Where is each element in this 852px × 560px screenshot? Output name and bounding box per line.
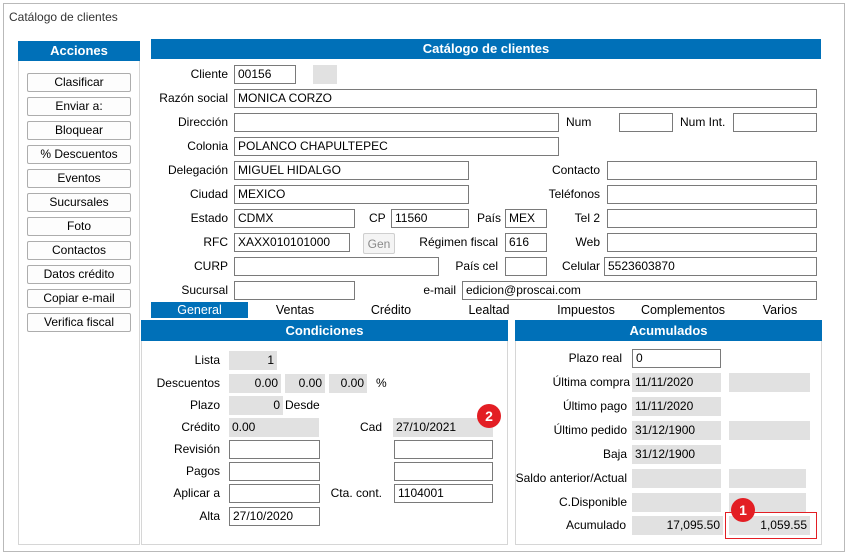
tab-impuestos[interactable]: Impuestos — [557, 303, 615, 317]
rfc-input[interactable]: XAXX010101000 — [234, 233, 350, 252]
bloquear-button[interactable]: Bloquear — [27, 121, 131, 140]
tab-credito[interactable]: Crédito — [370, 303, 412, 317]
tab-ventas[interactable]: Ventas — [275, 303, 315, 317]
revision-input[interactable] — [229, 440, 320, 459]
ultimo-pedido-value: 31/12/1900 — [632, 421, 721, 440]
num-input[interactable] — [619, 113, 673, 132]
catalog-header: Catálogo de clientes — [151, 39, 821, 59]
telefonos-label: Teléfonos — [548, 187, 600, 201]
colonia-label: Colonia — [187, 139, 228, 153]
actions-header: Acciones — [18, 41, 140, 61]
delegacion-label: Delegación — [167, 163, 228, 177]
saldo-anterior-value — [632, 469, 721, 488]
acumulado-label: Acumulado — [565, 518, 626, 532]
sucursales-button[interactable]: Sucursales — [27, 193, 131, 212]
contacto-label: Contacto — [551, 163, 600, 177]
web-input[interactable] — [607, 233, 817, 252]
sucursal-input[interactable] — [234, 281, 355, 300]
descuento-1-value: 0.00 — [229, 374, 281, 393]
pagos-label: Pagos — [185, 464, 220, 478]
cad-label: Cad — [359, 420, 382, 434]
cta-cont-label: Cta. cont. — [330, 486, 382, 500]
enviar-a-button[interactable]: Enviar a: — [27, 97, 131, 116]
tab-complementos[interactable]: Complementos — [640, 303, 726, 317]
contactos-button[interactable]: Contactos — [27, 241, 131, 260]
descuento-2-value: 0.00 — [285, 374, 325, 393]
saldo-anterior-label: Saldo anterior/Actual — [515, 471, 627, 485]
ultimo-pedido-label: Último pedido — [553, 423, 627, 437]
cp-input[interactable]: 11560 — [391, 209, 469, 228]
plazo-real-label: Plazo real — [568, 351, 622, 365]
ciudad-input[interactable]: MEXICO — [234, 185, 469, 204]
descuentos-button[interactable]: % Descuentos — [27, 145, 131, 164]
plazo-desde-label: Desde — [285, 398, 320, 412]
alta-label: Alta — [199, 509, 220, 523]
sucursal-label: Sucursal — [181, 283, 228, 297]
gen-button[interactable]: Gen — [363, 233, 395, 254]
num-int-input[interactable] — [733, 113, 817, 132]
annotation-badge-2: 2 — [477, 404, 501, 428]
ultimo-pedido-extra — [729, 421, 810, 440]
regimen-input[interactable]: 616 — [505, 233, 547, 252]
estado-label: Estado — [190, 211, 228, 225]
baja-label: Baja — [602, 447, 627, 461]
num-label: Num — [566, 115, 592, 129]
cta-cont-input[interactable]: 1104001 — [394, 484, 493, 503]
revision-extra-input[interactable] — [394, 440, 493, 459]
estado-input[interactable]: CDMX — [234, 209, 355, 228]
c-disponible-value — [632, 493, 721, 512]
pais-label: País — [477, 211, 502, 225]
cliente-indicator — [313, 65, 337, 84]
celular-input[interactable]: 5523603870 — [604, 257, 817, 276]
cad-value: 27/10/2021 — [393, 418, 493, 437]
email-input[interactable]: edicion@proscai.com — [462, 281, 817, 300]
ultimo-pago-value: 11/11/2020 — [632, 397, 721, 416]
plazo-value: 0 — [229, 396, 283, 415]
plazo-label: Plazo — [189, 398, 220, 412]
revision-label: Revisión — [173, 442, 220, 456]
email-label: e-mail — [423, 283, 456, 297]
acumulado-value-2: 1,059.55 — [729, 516, 810, 535]
cp-label: CP — [369, 211, 386, 225]
alta-input[interactable]: 27/10/2020 — [229, 507, 320, 526]
verifica-fiscal-button[interactable]: Verifica fiscal — [27, 313, 131, 332]
rfc-label: RFC — [203, 235, 228, 249]
saldo-actual-value — [729, 469, 806, 488]
tel2-label: Tel 2 — [574, 211, 600, 225]
celular-label: Celular — [561, 259, 600, 273]
cliente-input[interactable]: 00156 — [234, 65, 296, 84]
tab-lealtad[interactable]: Lealtad — [468, 303, 510, 317]
eventos-button[interactable]: Eventos — [27, 169, 131, 188]
ultima-compra-label: Última compra — [552, 375, 630, 389]
lista-value: 1 — [229, 351, 277, 370]
tab-varios[interactable]: Varios — [762, 303, 798, 317]
acumulados-header: Acumulados — [515, 320, 822, 341]
descuentos-unit: % — [376, 376, 387, 390]
aplicar-a-input[interactable] — [229, 484, 320, 503]
num-int-label: Num Int. — [680, 115, 726, 129]
datos-credito-button[interactable]: Datos crédito — [27, 265, 131, 284]
descuentos-label: Descuentos — [156, 376, 220, 390]
tab-general[interactable]: General — [151, 302, 248, 318]
delegacion-input[interactable]: MIGUEL HIDALGO — [234, 161, 469, 180]
colonia-input[interactable]: POLANCO CHAPULTEPEC — [234, 137, 559, 156]
cliente-label: Cliente — [190, 67, 228, 81]
razon-social-input[interactable]: MONICA CORZO — [234, 89, 817, 108]
tel2-input[interactable] — [607, 209, 817, 228]
credito-value: 0.00 — [229, 418, 319, 437]
contacto-input[interactable] — [607, 161, 817, 180]
condiciones-header: Condiciones — [141, 320, 508, 341]
telefonos-input[interactable] — [607, 185, 817, 204]
foto-button[interactable]: Foto — [27, 217, 131, 236]
ultimo-pago-label: Último pago — [562, 399, 627, 413]
window-title: Catálogo de clientes — [9, 10, 118, 24]
pagos-input[interactable] — [229, 462, 320, 481]
regimen-label: Régimen fiscal — [419, 235, 498, 249]
direccion-label: Dirección — [177, 115, 228, 129]
copiar-email-button[interactable]: Copiar e-mail — [27, 289, 131, 308]
plazo-real-input[interactable]: 0 — [632, 349, 721, 368]
direccion-input[interactable] — [234, 113, 559, 132]
curp-label: CURP — [193, 259, 228, 273]
descuento-3-value: 0.00 — [329, 374, 367, 393]
razon-social-label: Razón social — [159, 91, 228, 105]
ciudad-label: Ciudad — [189, 187, 228, 201]
acumulado-value-1: 17,095.50 — [632, 516, 723, 535]
web-label: Web — [575, 235, 600, 249]
lista-label: Lista — [194, 353, 220, 367]
pagos-extra-input[interactable] — [394, 462, 493, 481]
aplicar-a-label: Aplicar a — [173, 486, 220, 500]
curp-input[interactable] — [234, 257, 439, 276]
ultima-compra-value: 11/11/2020 — [632, 373, 721, 392]
clasificar-button[interactable]: Clasificar — [27, 73, 131, 92]
ultima-compra-extra — [729, 373, 810, 392]
pais-input[interactable]: MEX — [505, 209, 547, 228]
annotation-badge-1: 1 — [731, 498, 755, 522]
c-disponible-label: C.Disponible — [558, 495, 627, 509]
baja-value: 31/12/1900 — [632, 445, 721, 464]
pais-cel-label: País cel — [455, 259, 498, 273]
credito-label: Crédito — [181, 420, 220, 434]
